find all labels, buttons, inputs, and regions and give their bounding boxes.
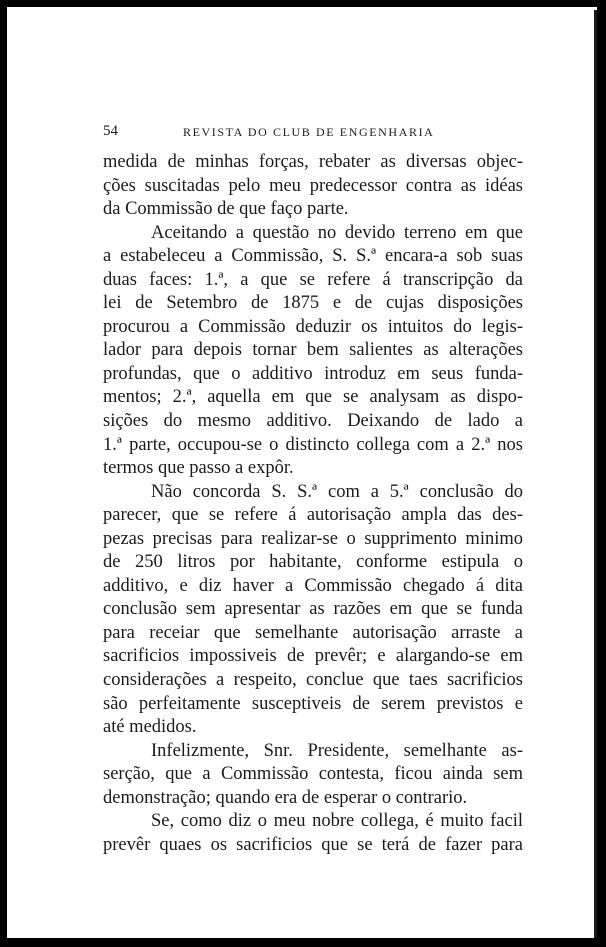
text-line: Infelizmente, Snr. Presidente, semelhante as- xyxy=(151,740,523,761)
text-line: additivo, e diz haver a Commissão chegado á dita xyxy=(103,575,523,596)
text-line: até medidos. xyxy=(103,717,197,738)
book-page xyxy=(7,7,597,938)
text-line: duas faces: 1.ª, a que se refere á transcripção da xyxy=(103,269,523,290)
text-line: são perfeitamente susceptiveis de serem previstos e xyxy=(103,693,523,714)
text-line: lei de Setembro de 1875 e de cujas disposições xyxy=(103,293,523,314)
text-line: ções suscitadas pelo meu predecessor contra as idéas xyxy=(103,175,523,196)
text-line: prevêr quaes os sacrificios que se terá de fazer para xyxy=(103,834,523,855)
text-line: sições do mesmo additivo. Deixando de lado a xyxy=(103,411,523,432)
text-line: de 250 litros por habitante, conforme estipula o xyxy=(103,552,523,573)
paragraph xyxy=(103,151,523,222)
text-line: Não concorda S. S.ª com a 5.ª conclusão do xyxy=(151,481,523,502)
paragraph xyxy=(103,740,523,811)
text-line: a estabeleceu a Commissão, S. S.ª encara-a sob suas xyxy=(103,246,523,267)
text-line: sacrificios impossiveis de prevêr; e alargando-se em xyxy=(103,646,523,667)
text-line: Aceitando a questão no devido terreno em que xyxy=(151,222,523,243)
text-line: mentos; 2.ª, aquella em que se analysam as dispo- xyxy=(103,387,523,408)
text-line: conclusão sem apresentar as razões em que se funda xyxy=(103,599,523,620)
text-line: da Commissão de que faço parte. xyxy=(103,199,349,220)
text-line: medida de minhas forças, rebater as diversas objec- xyxy=(103,152,523,172)
body-text xyxy=(103,151,523,857)
text-line: procurou a Commissão deduzir os intuitos do legis- xyxy=(103,316,523,337)
text-line: parecer, que se refere á autorisação ampla das des- xyxy=(103,505,523,526)
text-line: para receiar que semelhante autorisação arraste a xyxy=(103,622,523,643)
text-line: serção, que a Commissão contesta, ficou ainda sem xyxy=(103,764,523,785)
paragraph xyxy=(103,222,523,481)
text-line: Se, como diz o meu nobre collega, é muito facil xyxy=(151,811,523,832)
page-number: 54 xyxy=(103,123,118,139)
text-line: lador para depois tornar bem salientes as alterações xyxy=(103,340,523,361)
text-line: pezas precisas para realizar-se o supprimento minimo xyxy=(103,528,523,549)
text-line: considerações a respeito, conclue que taes sacrificios xyxy=(103,670,523,691)
text-line: profundas, que o additivo introduz em seus funda- xyxy=(103,363,523,384)
text-line: 1.ª parte, occupou-se o distincto collega com a 2.ª nos xyxy=(103,434,523,455)
text-line: demonstração; quando era de esperar o contrario. xyxy=(103,787,468,808)
page-header xyxy=(103,123,523,143)
text-line: termos que passo a expôr. xyxy=(103,458,294,479)
scan-edge-rule xyxy=(594,10,597,938)
running-title: REVISTA DO CLUB DE ENGENHARIA xyxy=(183,125,435,139)
paragraph xyxy=(103,481,523,740)
paragraph xyxy=(103,810,523,857)
